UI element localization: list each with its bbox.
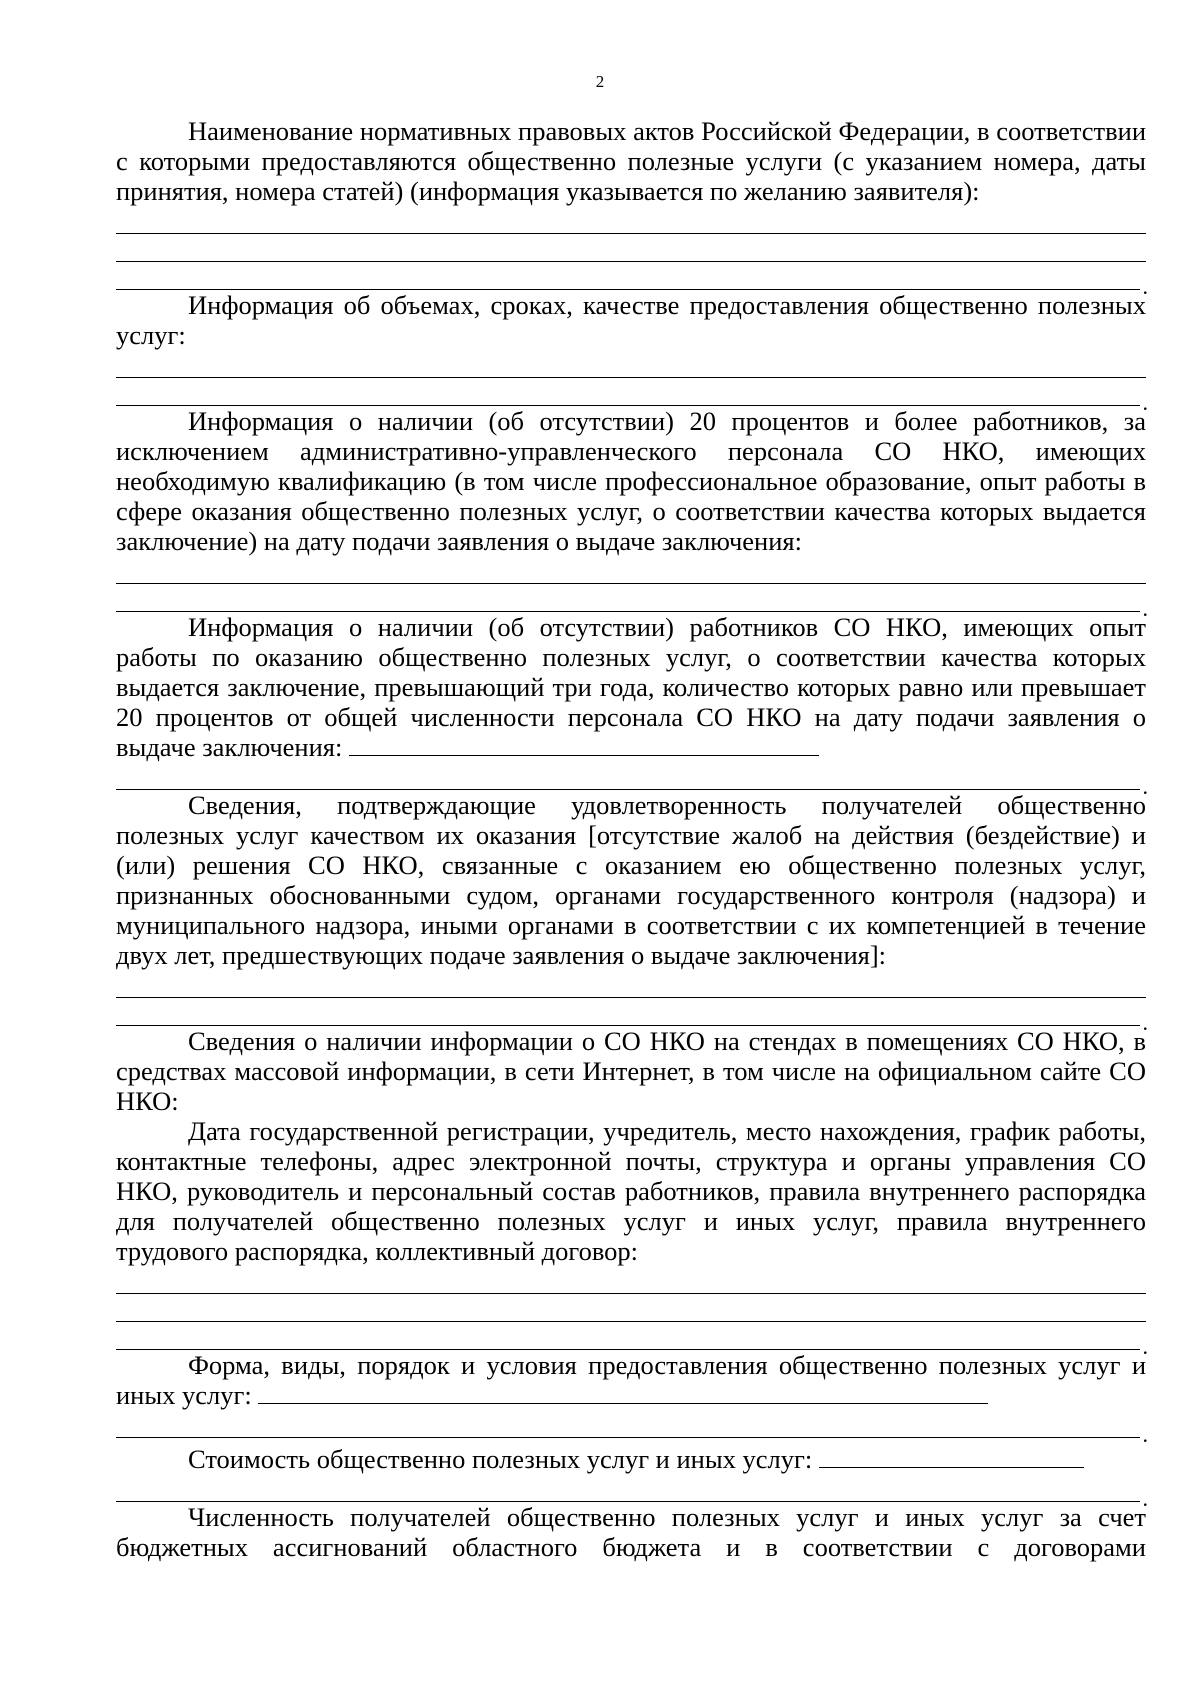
section-recipients-count: Численность получателей общественно полезных услуг и иных услуг за счет бюджетных ассигнований областного бюджета и в соответствии с договорами — [116, 1502, 1146, 1562]
section-legal-acts: Наименование нормативных правовых актов Российской Федерации, в соответствии с которыми предоставляются общественно полезные услуги (с указанием номера, даты принятия, номера статей) (информация указывается по желанию заявителя): — [116, 116, 1146, 206]
fill-line[interactable] — [116, 584, 1140, 612]
fill-line[interactable] — [116, 1410, 1140, 1438]
section-registration-details: Дата государственной регистрации, учредитель, место нахождения, график работы, контактные телефоны, адрес электронной почты, структура и органы управления СО НКО, руководитель и персональный состав работников, правила внутреннего распорядка для получателей общественно полезных услуг и иных услуг, правила внутреннего трудового распорядка, коллективный договор: — [116, 1116, 1146, 1266]
fill-line[interactable] — [116, 1474, 1140, 1502]
page-number: 2 — [595, 72, 605, 91]
fill-line[interactable] — [116, 378, 1140, 406]
fill-line[interactable] — [116, 1294, 1146, 1322]
form-body — [116, 116, 1146, 1562]
section-experienced-staff-text: Информация о наличии (об отсутствии) работников СО НКО, имеющих опыт работы по оказанию общественно полезных услуг, о соответствии качества которых выдается заключение, превышающий три года, количество которых равно или превышает 20 процентов от общей численности персонала СО НКО на дату подачи заявления о выдаче заключения: — [116, 612, 1146, 762]
fill-line[interactable] — [116, 556, 1146, 584]
inline-fill-line[interactable] — [258, 1381, 988, 1404]
section-volumes-terms-quality: Информация об объемах, сроках, качестве предоставления общественно полезных услуг: — [116, 290, 1146, 350]
fill-line[interactable] — [116, 1322, 1140, 1350]
inline-fill-line[interactable] — [819, 1445, 1084, 1468]
section-form-types-text: Форма, виды, порядок и условия предоставления общественно полезных услуг и иных услуг: — [116, 1350, 1146, 1410]
section-cost-text: Стоимость общественно полезных услуг и иных услуг: — [188, 1444, 813, 1474]
fill-line[interactable] — [116, 970, 1146, 998]
section-satisfaction: Сведения, подтверждающие удовлетворенность получателей общественно полезных услуг качеством их оказания [отсутствие жалоб на действия (бездействие) и (или) решения СО НКО, связанные с оказанием ею общественно полезных услуг, признанных обоснованными судом, органами государственного контроля (надзора) и муниципального надзора, иными органами в соответствии с их компетенцией в течение двух лет, предшествующих подаче заявления о выдаче заключения]: — [116, 790, 1146, 970]
fill-line[interactable] — [116, 1266, 1146, 1294]
inline-fill-line[interactable] — [349, 733, 819, 756]
fill-line[interactable] — [116, 206, 1146, 234]
fill-line[interactable] — [116, 350, 1146, 378]
fill-line[interactable] — [116, 262, 1140, 290]
fill-line[interactable] — [116, 998, 1140, 1026]
section-experienced-staff — [116, 612, 1146, 762]
section-qualified-staff: Информация о наличии (об отсутствии) 20 процентов и более работников, за исключением административно-управленческого персонала СО НКО, имеющих необходимую квалификацию (в том числе профессиональное образование, опыт работы в сфере оказания общественно полезных услуг, о соответствии качества которых выдается заключение) на дату подачи заявления о выдаче заключения: — [116, 406, 1146, 556]
fill-line[interactable] — [116, 234, 1146, 262]
section-form-types-conditions — [116, 1350, 1146, 1410]
section-cost — [116, 1444, 1146, 1474]
fill-line[interactable] — [116, 762, 1140, 790]
section-information-availability: Сведения о наличии информации о СО НКО на стендах в помещениях СО НКО, в средствах массовой информации, в сети Интернет, в том числе на официальном сайте СО НКО: — [116, 1026, 1146, 1116]
